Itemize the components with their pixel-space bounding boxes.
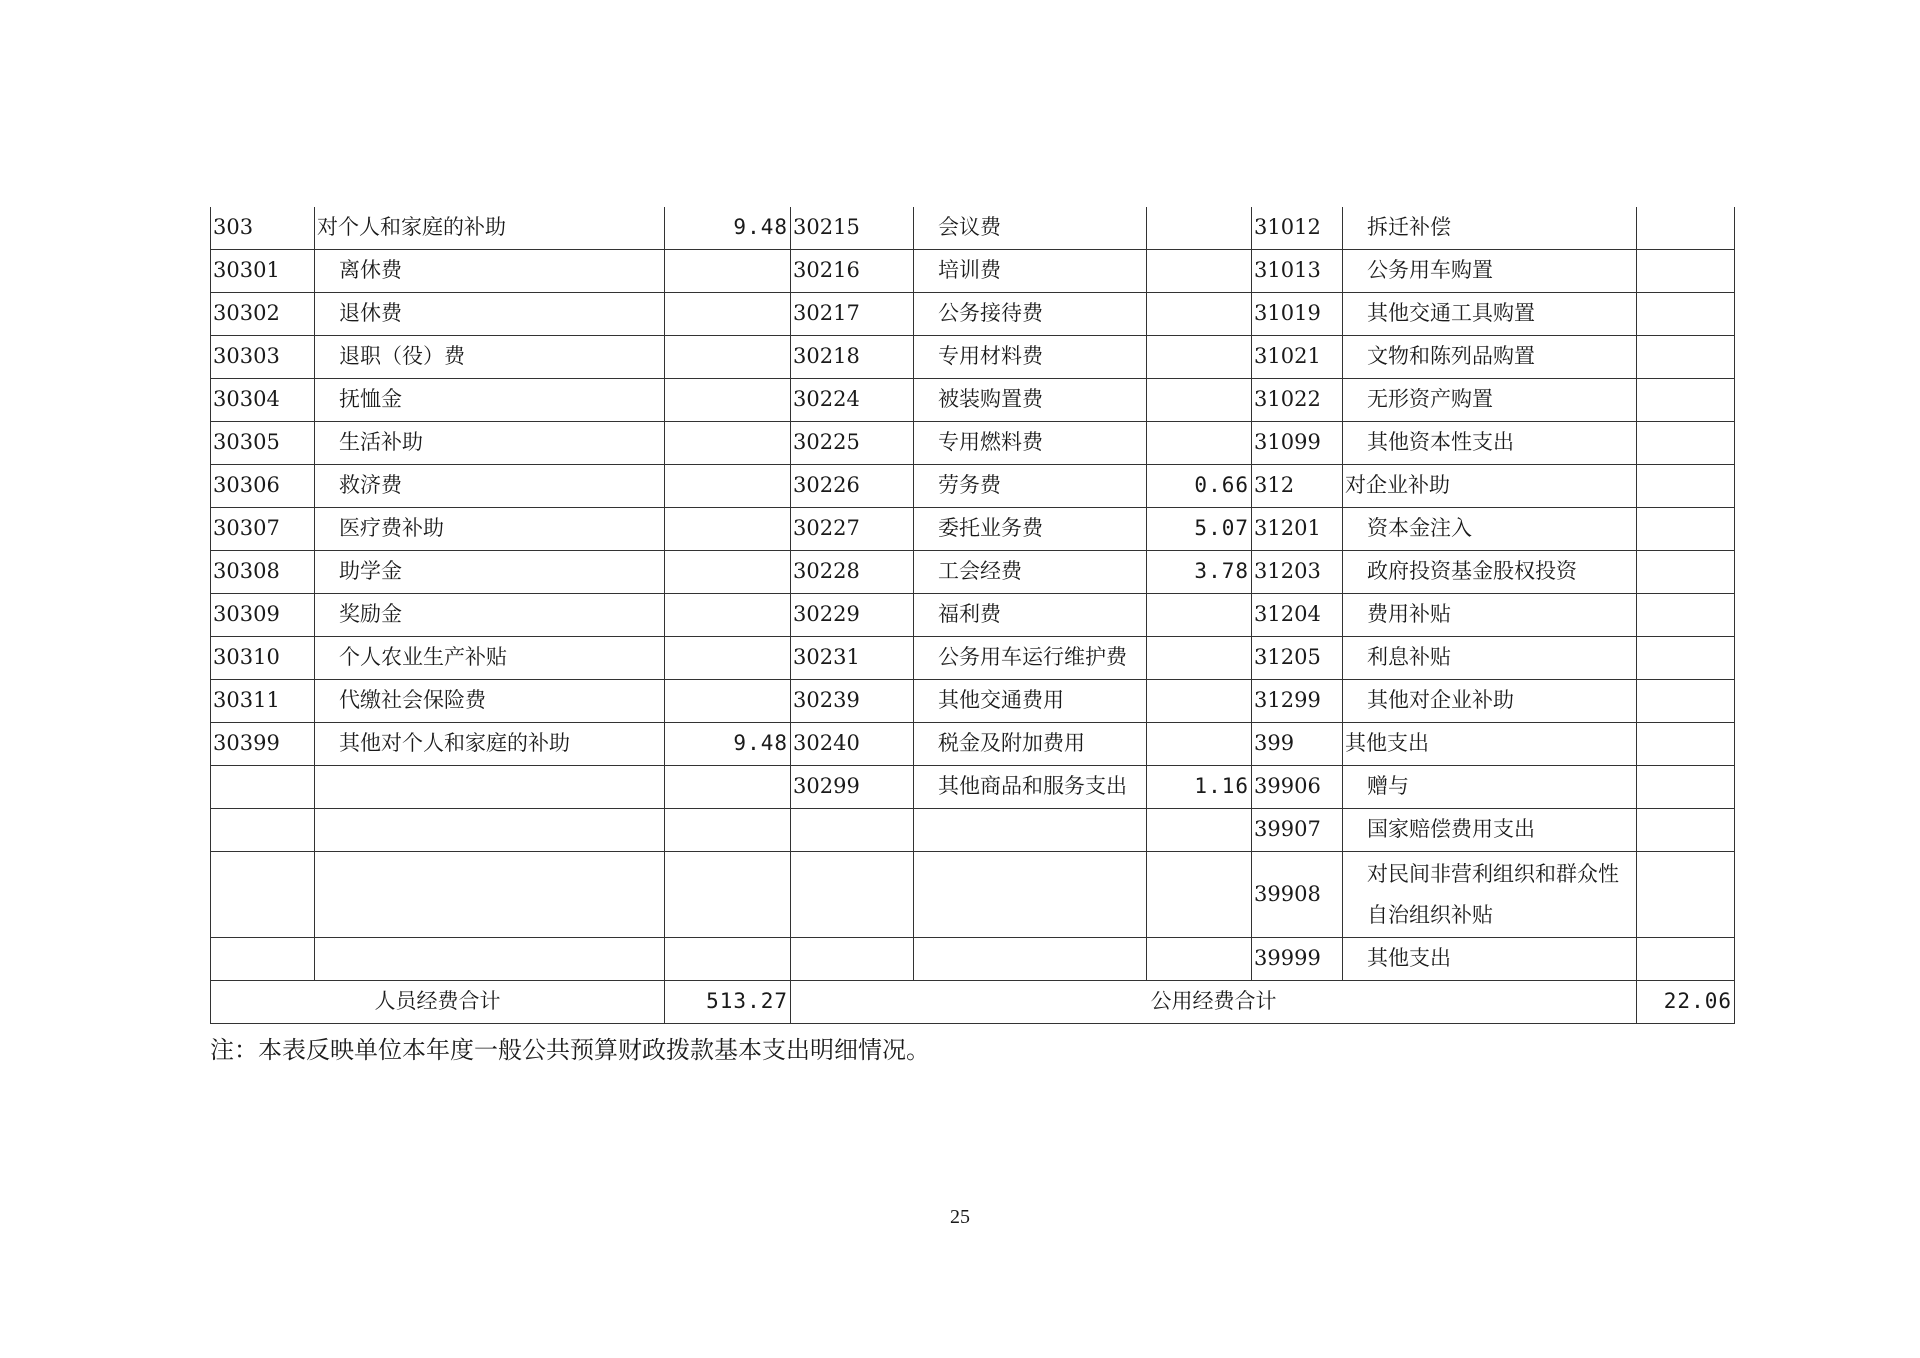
cell-item-1: 医疗费补助: [315, 508, 665, 551]
cell-item-2: 公务用车运行维护费: [914, 637, 1147, 680]
cell-code-1: 30307: [211, 508, 315, 551]
table-row: [211, 336, 1735, 379]
page-number: 25: [950, 1206, 970, 1228]
cell-code-1: 30311: [211, 680, 315, 723]
cell-amount-2: [1147, 379, 1252, 422]
cell-item-3: 拆迁补偿: [1343, 207, 1637, 250]
cell-item-2: 福利费: [914, 594, 1147, 637]
table-row: [211, 938, 1735, 981]
cell-amount-1: 9.48: [665, 207, 791, 250]
cell-code-1: 30303: [211, 336, 315, 379]
cell-item-3: 其他对企业补助: [1343, 680, 1637, 723]
cell-amount-3: [1637, 766, 1735, 809]
cell-code-1: 30399: [211, 723, 315, 766]
cell-amount-3: [1637, 379, 1735, 422]
cell-item-2: 被装购置费: [914, 379, 1147, 422]
table-row: [211, 723, 1735, 766]
cell-code-2: 30240: [791, 723, 914, 766]
cell-item-3: 赠与: [1343, 766, 1637, 809]
cell-item-2: 专用燃料费: [914, 422, 1147, 465]
cell-item-2: 其他交通费用: [914, 680, 1147, 723]
cell-amount-1: [665, 465, 791, 508]
cell-code-2: 30217: [791, 293, 914, 336]
cell-amount-2: 1.16: [1147, 766, 1252, 809]
cell-item-3: 费用补贴: [1343, 594, 1637, 637]
cell-amount-3: [1637, 465, 1735, 508]
cell-item-3: 资本金注入: [1343, 508, 1637, 551]
cell-amount-2: [1147, 637, 1252, 680]
cell-amount-1: [665, 422, 791, 465]
cell-code-3: 39906: [1252, 766, 1343, 809]
cell-item-1: [315, 766, 665, 809]
cell-item-1: 奖励金: [315, 594, 665, 637]
table-body: [211, 207, 1735, 981]
cell-code-3: 31203: [1252, 551, 1343, 594]
cell-item-1: 退休费: [315, 293, 665, 336]
cell-item-2: 劳务费: [914, 465, 1147, 508]
cell-code-3: 31012: [1252, 207, 1343, 250]
cell-item-3: 无形资产购置: [1343, 379, 1637, 422]
table-row: [211, 379, 1735, 422]
cell-item-2: 委托业务费: [914, 508, 1147, 551]
cell-amount-2: [1147, 293, 1252, 336]
cell-item-1: 其他对个人和家庭的补助: [315, 723, 665, 766]
cell-code-1: 30301: [211, 250, 315, 293]
cell-item-1: 生活补助: [315, 422, 665, 465]
cell-item-2: [914, 852, 1147, 938]
cell-item-1: 个人农业生产补贴: [315, 637, 665, 680]
cell-code-3: 31205: [1252, 637, 1343, 680]
cell-amount-1: [665, 680, 791, 723]
cell-code-2: 30226: [791, 465, 914, 508]
table-row: [211, 465, 1735, 508]
public-total-label: 公用经费合计: [791, 981, 1637, 1024]
cell-amount-2: [1147, 207, 1252, 250]
cell-item-2: 公务接待费: [914, 293, 1147, 336]
cell-amount-3: [1637, 594, 1735, 637]
cell-amount-2: [1147, 594, 1252, 637]
cell-amount-2: [1147, 680, 1252, 723]
cell-item-2: 会议费: [914, 207, 1147, 250]
cell-code-3: 31299: [1252, 680, 1343, 723]
cell-code-1: 30308: [211, 551, 315, 594]
cell-code-3: 31099: [1252, 422, 1343, 465]
cell-amount-2: [1147, 809, 1252, 852]
cell-item-1: 退职（役）费: [315, 336, 665, 379]
public-total-value: 22.06: [1637, 981, 1735, 1024]
cell-amount-3: [1637, 938, 1735, 981]
table-row: [211, 508, 1735, 551]
table-row: [211, 809, 1735, 852]
cell-code-1: 30310: [211, 637, 315, 680]
cell-item-1: 离休费: [315, 250, 665, 293]
table-row: [211, 422, 1735, 465]
table-row: [211, 207, 1735, 250]
cell-code-1: [211, 809, 315, 852]
cell-item-2: 专用材料费: [914, 336, 1147, 379]
cell-code-3: 399: [1252, 723, 1343, 766]
cell-amount-1: [665, 250, 791, 293]
cell-amount-1: [665, 809, 791, 852]
cell-item-2: 其他商品和服务支出: [914, 766, 1147, 809]
cell-code-2: 30299: [791, 766, 914, 809]
cell-amount-3: [1637, 207, 1735, 250]
cell-code-3: 39999: [1252, 938, 1343, 981]
cell-item-1: [315, 852, 665, 938]
cell-amount-3: [1637, 809, 1735, 852]
cell-item-1: 代缴社会保险费: [315, 680, 665, 723]
cell-amount-2: [1147, 938, 1252, 981]
cell-item-2: 工会经费: [914, 551, 1147, 594]
cell-item-3: 公务用车购置: [1343, 250, 1637, 293]
cell-amount-2: 0.66: [1147, 465, 1252, 508]
cell-code-2: 30218: [791, 336, 914, 379]
cell-code-3: 312: [1252, 465, 1343, 508]
cell-amount-2: [1147, 250, 1252, 293]
cell-code-2: 30229: [791, 594, 914, 637]
cell-amount-1: [665, 938, 791, 981]
cell-item-3: 对企业补助: [1343, 465, 1637, 508]
cell-amount-2: [1147, 852, 1252, 938]
cell-amount-1: [665, 293, 791, 336]
cell-amount-2: 5.07: [1147, 508, 1252, 551]
cell-item-2: [914, 809, 1147, 852]
table-row: [211, 293, 1735, 336]
cell-code-3: 39907: [1252, 809, 1343, 852]
cell-code-1: 30302: [211, 293, 315, 336]
cell-amount-1: [665, 379, 791, 422]
cell-item-3: 其他支出: [1343, 938, 1637, 981]
cell-code-1: 30304: [211, 379, 315, 422]
table-row: [211, 551, 1735, 594]
cell-item-1: 抚恤金: [315, 379, 665, 422]
table-row: [211, 250, 1735, 293]
cell-amount-3: [1637, 680, 1735, 723]
cell-code-3: 31204: [1252, 594, 1343, 637]
cell-code-2: [791, 938, 914, 981]
cell-item-1: [315, 938, 665, 981]
table-row: [211, 852, 1735, 938]
cell-item-3: 对民间非营利组织和群众性自治组织补贴: [1343, 852, 1637, 938]
cell-code-1: [211, 766, 315, 809]
table-note: 注：本表反映单位本年度一般公共预算财政拨款基本支出明细情况。: [210, 1036, 930, 1064]
cell-code-3: 31021: [1252, 336, 1343, 379]
cell-amount-1: [665, 594, 791, 637]
cell-code-1: [211, 938, 315, 981]
cell-code-2: 30224: [791, 379, 914, 422]
cell-amount-3: [1637, 852, 1735, 938]
cell-amount-3: [1637, 508, 1735, 551]
cell-item-2: [914, 938, 1147, 981]
cell-item-1: 对个人和家庭的补助: [315, 207, 665, 250]
cell-code-3: 31019: [1252, 293, 1343, 336]
cell-code-2: 30227: [791, 508, 914, 551]
cell-code-3: 31013: [1252, 250, 1343, 293]
personnel-total-label: 人员经费合计: [211, 981, 665, 1024]
cell-amount-2: [1147, 422, 1252, 465]
cell-code-1: 30306: [211, 465, 315, 508]
totals-row: [211, 981, 1735, 1024]
cell-code-1: 30305: [211, 422, 315, 465]
cell-item-1: 救济费: [315, 465, 665, 508]
cell-item-3: 国家赔偿费用支出: [1343, 809, 1637, 852]
expenditure-detail-table: [210, 207, 1735, 1024]
cell-code-3: 39908: [1252, 852, 1343, 938]
cell-amount-1: [665, 508, 791, 551]
cell-item-1: 助学金: [315, 551, 665, 594]
cell-amount-1: [665, 852, 791, 938]
cell-code-3: 31022: [1252, 379, 1343, 422]
cell-code-1: [211, 852, 315, 938]
table-row: [211, 637, 1735, 680]
cell-code-2: 30225: [791, 422, 914, 465]
cell-code-2: 30231: [791, 637, 914, 680]
cell-amount-2: 3.78: [1147, 551, 1252, 594]
cell-code-2: 30228: [791, 551, 914, 594]
cell-amount-3: [1637, 637, 1735, 680]
cell-code-2: 30239: [791, 680, 914, 723]
cell-item-3: 利息补贴: [1343, 637, 1637, 680]
cell-amount-3: [1637, 551, 1735, 594]
cell-item-3: 文物和陈列品购置: [1343, 336, 1637, 379]
cell-amount-3: [1637, 250, 1735, 293]
cell-amount-1: 9.48: [665, 723, 791, 766]
cell-amount-1: [665, 637, 791, 680]
cell-item-1: [315, 809, 665, 852]
cell-amount-1: [665, 551, 791, 594]
cell-amount-2: [1147, 336, 1252, 379]
personnel-total-value: 513.27: [665, 981, 791, 1024]
cell-code-2: [791, 852, 914, 938]
cell-amount-3: [1637, 422, 1735, 465]
cell-item-3: 其他交通工具购置: [1343, 293, 1637, 336]
cell-code-1: 303: [211, 207, 315, 250]
cell-code-2: 30215: [791, 207, 914, 250]
cell-item-3: 其他支出: [1343, 723, 1637, 766]
cell-amount-3: [1637, 723, 1735, 766]
cell-code-3: 31201: [1252, 508, 1343, 551]
table-row: [211, 594, 1735, 637]
cell-amount-2: [1147, 723, 1252, 766]
cell-code-2: [791, 809, 914, 852]
table-row: [211, 766, 1735, 809]
cell-code-2: 30216: [791, 250, 914, 293]
cell-amount-1: [665, 766, 791, 809]
cell-code-1: 30309: [211, 594, 315, 637]
cell-amount-3: [1637, 336, 1735, 379]
cell-amount-3: [1637, 293, 1735, 336]
table-row: [211, 680, 1735, 723]
cell-amount-1: [665, 336, 791, 379]
cell-item-2: 培训费: [914, 250, 1147, 293]
cell-item-2: 税金及附加费用: [914, 723, 1147, 766]
cell-item-3: 其他资本性支出: [1343, 422, 1637, 465]
cell-item-3: 政府投资基金股权投资: [1343, 551, 1637, 594]
